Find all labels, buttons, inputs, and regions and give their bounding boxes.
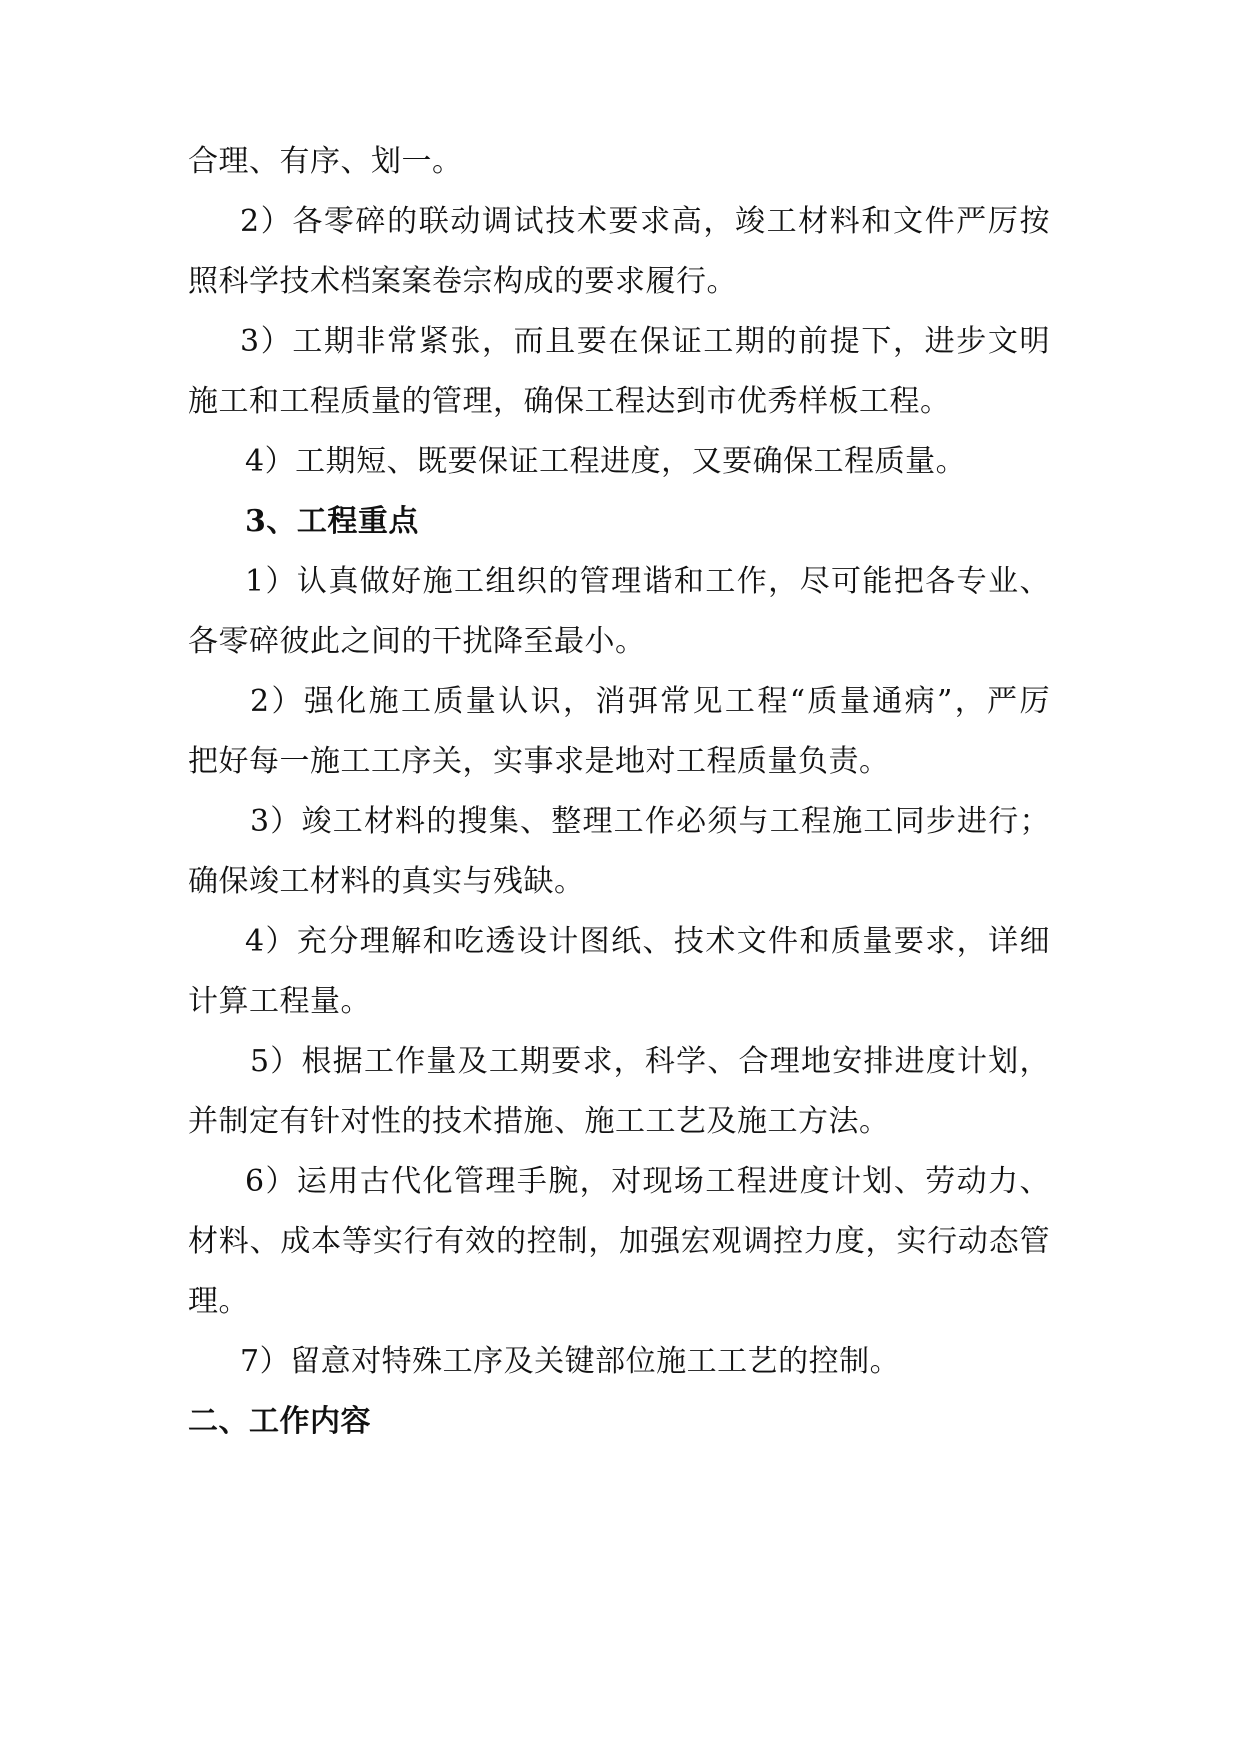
text-line: 1）认真做好施工组织的管理谐和工作，尽可能把各专业、 bbox=[245, 564, 1050, 599]
text-line: 照科学技术档案案卷宗构成的要求履行。 bbox=[188, 264, 737, 299]
section-heading: 3、工程重点 bbox=[245, 504, 419, 539]
text-line: 计算工程量。 bbox=[188, 984, 371, 1019]
text-line: 7）留意对特殊工序及关键部位施工工艺的控制。 bbox=[240, 1344, 901, 1379]
chapter-heading: 二、工作内容 bbox=[188, 1404, 371, 1439]
text-line: 理。 bbox=[188, 1284, 249, 1319]
text-line: 6）运用古代化管理手腕，对现场工程进度计划、劳动力、 bbox=[245, 1164, 1050, 1199]
text-line: 5）根据工作量及工期要求，科学、合理地安排进度计划， bbox=[250, 1044, 1050, 1079]
text-line: 2）各零碎的联动调试技术要求高，竣工材料和文件严厉按 bbox=[240, 204, 1050, 239]
text-line: 3）工期非常紧张，而且要在保证工期的前提下，进步文明 bbox=[240, 324, 1050, 359]
text-line: 3）竣工材料的搜集、整理工作必须与工程施工同步进行； bbox=[250, 804, 1050, 839]
text-line: 并制定有针对性的技术措施、施工工艺及施工方法。 bbox=[188, 1104, 890, 1139]
text-line: 各零碎彼此之间的干扰降至最小。 bbox=[188, 624, 646, 659]
text-line: 2）强化施工质量认识，消弭常见工程“质量通病”，严厉 bbox=[250, 684, 1050, 719]
text-line: 4）充分理解和吃透设计图纸、技术文件和质量要求，详细 bbox=[245, 924, 1050, 959]
text-line: 把好每一施工工序关，实事求是地对工程质量负责。 bbox=[188, 744, 890, 779]
text-line: 材料、成本等实行有效的控制，加强宏观调控力度，实行动态管 bbox=[188, 1224, 1050, 1259]
text-line: 合理、有序、划一。 bbox=[188, 144, 463, 179]
text-line: 确保竣工材料的真实与残缺。 bbox=[188, 864, 585, 899]
text-line: 施工和工程质量的管理，确保工程达到市优秀样板工程。 bbox=[188, 384, 951, 419]
text-line: 4）工期短、既要保证工程进度，又要确保工程质量。 bbox=[245, 444, 967, 479]
